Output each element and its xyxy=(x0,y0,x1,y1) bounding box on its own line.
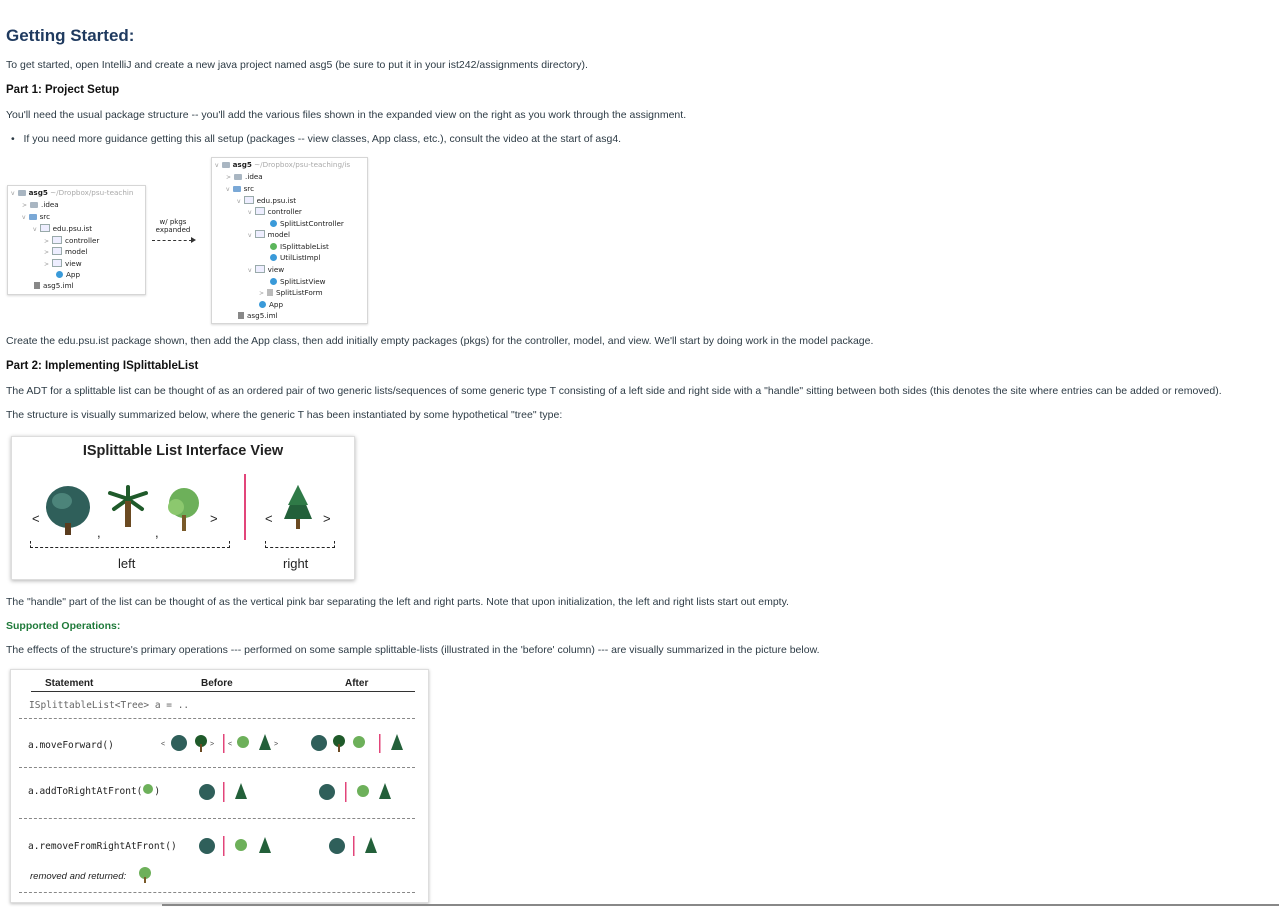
row-divider xyxy=(19,818,415,819)
arrow-caption: w/ pkgs expanded xyxy=(155,218,191,234)
op-remove-from-right: a.removeFromRightAtFront() xyxy=(28,841,177,852)
left-label: left xyxy=(118,556,136,571)
palm-tree-icon xyxy=(106,485,150,531)
part1-title: Part 1: Project Setup xyxy=(6,84,120,96)
comma-2: , xyxy=(155,525,159,540)
bottom-divider xyxy=(162,904,1279,906)
before-row2-trees xyxy=(195,780,275,804)
bullet-item: • If you need more guidance getting this all setup (packages -- view classes, App class, etc.), consult the video at the start of asg4. xyxy=(11,133,622,145)
op-move-forward: a.moveForward() xyxy=(28,740,114,751)
before-row3-trees xyxy=(195,834,285,858)
row-divider xyxy=(19,892,415,893)
comma-1: , xyxy=(97,525,101,540)
part2-text2: The structure is visually summarized below, where the generic T has been instantiated by some hypothetical "tree" type: xyxy=(6,409,563,421)
oak-tree-icon xyxy=(44,485,94,537)
svg-text:>: > xyxy=(274,741,279,748)
part1-text: You'll need the usual package structure -- you'll add the various files shown in the expanded view on the right as you work through the assignment. xyxy=(6,109,687,121)
right-close-angle: > xyxy=(323,511,331,526)
row-divider xyxy=(19,767,415,768)
before-row1-trees xyxy=(161,732,281,754)
project-tree-collapsed: v asg5 ~/Dropbox/psu-teachin > .idea v src v edu.psu.ist > controller > model > view App asg5.iml xyxy=(7,185,146,295)
pine-tree-icon xyxy=(278,483,318,531)
bullet-text: If you need more guidance getting this all setup (packages -- view classes, App class, etc.), consult the video at the start of asg4. xyxy=(23,133,622,145)
after-row1-trees xyxy=(309,732,419,754)
header-before: Before xyxy=(201,678,233,689)
after-row3-trees xyxy=(325,834,395,858)
left-close-angle: > xyxy=(210,511,218,526)
part2-title: Part 2: Implementing ISplittableList xyxy=(6,360,199,372)
part2-text1: The ADT for a splittable list can be thought of as an ordered pair of two generic lists/sequences of some generic type T consisting of a left side and right side with a "handle" sitting between both sides (this denotes the site where entries can be added or removed). xyxy=(6,385,1222,397)
project-tree-expanded: v asg5 ~/Dropbox/psu-teaching/is > .idea v src v edu.psu.ist v controller SplitListController v model ISplittableList UtilListImpl v view SplitListView > SplitListForm App asg5.iml xyxy=(211,157,368,324)
right-brace xyxy=(265,541,335,548)
row-divider xyxy=(19,718,415,719)
decl-code: ISplittableList<Tree> a = .. xyxy=(29,700,190,711)
operations-table xyxy=(10,669,429,903)
header-after: After xyxy=(345,678,369,689)
deciduous-tree-icon xyxy=(164,487,204,533)
svg-text:<: < xyxy=(228,741,233,748)
right-open-angle: < xyxy=(265,511,273,526)
deciduous-tree-icon xyxy=(137,866,153,884)
removed-note: removed and returned: xyxy=(30,871,127,882)
figure-title: ISplittable List Interface View xyxy=(82,443,284,459)
svg-text:<: < xyxy=(161,741,166,748)
page-heading: Getting Started: xyxy=(6,26,135,45)
interface-view-figure xyxy=(11,436,355,580)
op-add-to-right: a.addToRightAtFront( ) xyxy=(28,786,161,797)
create-text: Create the edu.psu.ist package shown, then add the App class, then add initially empty packages (pkgs) for the controller, model, and view. We'll start by doing work in the model package. xyxy=(6,335,874,347)
supported-ops-title: Supported Operations: xyxy=(6,620,121,632)
arrow-head-icon xyxy=(191,237,196,243)
handle-text: The "handle" part of the list can be thought of as the vertical pink bar separating the left and right parts. Note that upon initialization, the left and right lists start out empty. xyxy=(6,596,789,608)
right-label: right xyxy=(283,556,309,571)
left-brace xyxy=(30,541,230,548)
handle-bar xyxy=(244,474,246,540)
after-row2-trees xyxy=(315,780,405,804)
deciduous-tree-icon xyxy=(142,784,154,795)
effects-text: The effects of the structure's primary operations --- performed on some sample splittable-lists (illustrated in the 'before' column) --- are visually summarized in the picture below. xyxy=(6,644,820,656)
header-rule xyxy=(31,691,415,692)
arrow-line xyxy=(152,240,192,241)
left-open-angle: < xyxy=(32,511,40,526)
svg-text:>: > xyxy=(210,741,215,748)
header-statement: Statement xyxy=(45,678,94,689)
intro-text: To get started, open IntelliJ and create a new java project named asg5 (be sure to put it in your ist242/assignments directory). xyxy=(6,59,588,71)
